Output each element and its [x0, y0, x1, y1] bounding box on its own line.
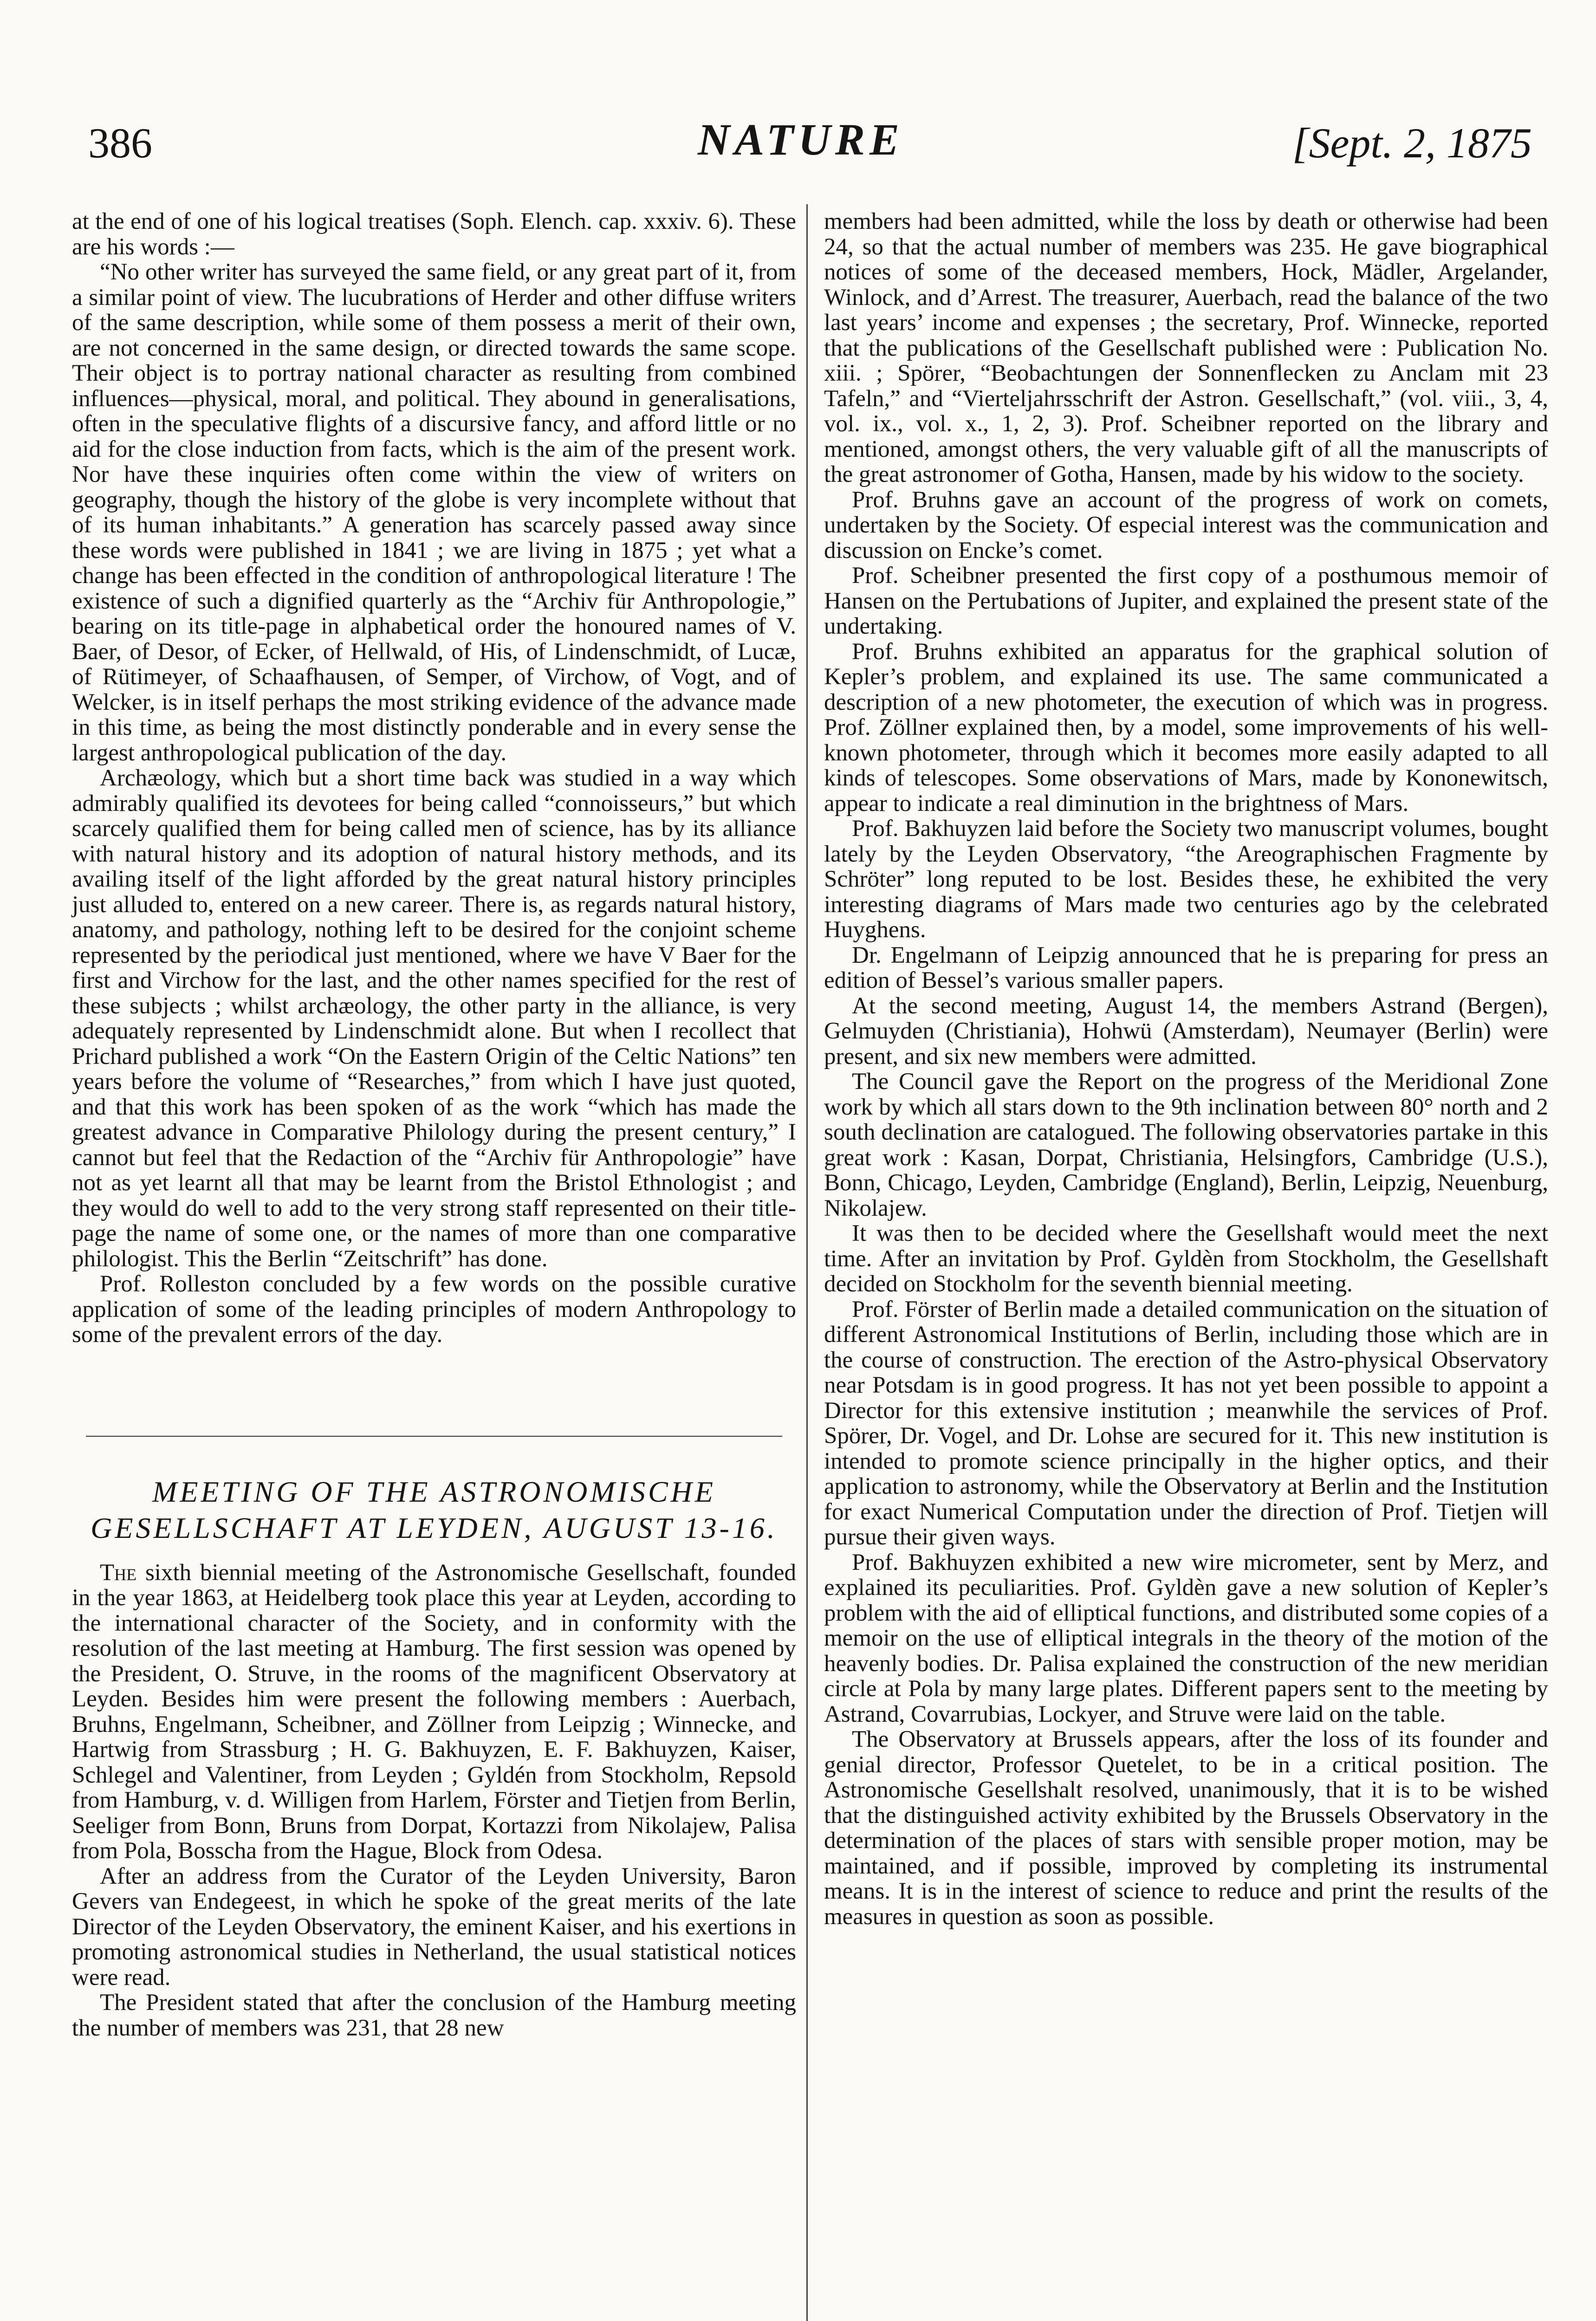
paragraph-bruhns-comets: Prof. Bruhns gave an account of the progress of work on comets, undertaken by the Society. Of especial interest was the communication and discussion on Encke’s comet.: [824, 486, 1548, 564]
section-divider: [86, 1436, 782, 1437]
page-header: [70, 104, 1532, 193]
paragraph-meeting: [72, 1560, 796, 1864]
paragraph-president: The President stated that after the conclusion of the Hamburg meeting the number of members was 231, that 28 new: [72, 1990, 796, 2041]
paragraph-forster: Prof. Förster of Berlin made a detailed communication on the situation of different Astronomical Institutions of Berlin, including those which are in the course of construction. The erection of the Astro-physical Observatory near Potsdam is in good progress. It has not yet been possible to appoint a Director for this extensive institution ; meanwhile the services of Prof. Spörer, Dr. Vogel, and Dr. Lohse are secured for it. This new institution is intended to promote science principally in the higher optics, and their application to astronomy, while the Observatory at Berlin and the Institution for exact Numerical Computation under the direction of Prof. Tietjen will pursue their given ways.: [824, 1296, 1548, 1550]
dropcap-lead: The: [100, 1559, 137, 1586]
paragraph-archaeology: Archæology, which but a short time back was studied in a way which admirably qualified its devotees for being called “connoisseurs,” but which scarcely qualified them for being called men of science, has by its alliance with natural history and its adoption of natural history methods, and its availing itself of the light afforded by the great natural history principles just alluded to, entered on a new career. There is, as regards natural history, anatomy, and pathology, nothing left to be desired for the conjoint scheme represented by the periodical just mentioned, where we have V Baer for the first and Virchow for the last, and the other names specified for the rest of these subjects ; whilst archæology, the other party in the alliance, is very adequately represented by Lindenschmidt alone. But when I recollect that Prichard published a work “On the Eastern Origin of the Celtic Nations” ten years before the volume of “Researches,” from which I have just quoted, and that this work has been spoken of as the work “which has made the greatest advance in Comparative Philology during the present century,” I cannot but feel that the Redaction of the “Archiv für Anthropologie” have not as yet learnt all that may be learnt from the Bristol Ethnologist ; and they would do well to add to the very strong staff represented on their title-page the name of some one, or the names of more than one comparative philologist. This the Berlin “Zeitschrift” has done.: [72, 765, 796, 1272]
issue-date: [Sept. 2, 1875: [1292, 119, 1532, 167]
page-number: 386: [88, 119, 152, 167]
paragraph-scheibner: Prof. Scheibner presented the first copy of a posthumous memoir of Hansen on the Pertubations of Jupiter, and explained the present state of the undertaking.: [824, 563, 1548, 639]
paragraph-micrometer: Prof. Bakhuyzen exhibited a new wire micrometer, sent by Merz, and explained its peculiarities. Prof. Gyldèn gave a new solution of Kepler’s problem with the aid of elliptical functions, and distributed some copies of a memoir on the use of elliptical integrals in the theory of the motion of the heavenly bodies. Dr. Palisa explained the construction of the new meridian circle at Pola by many large plates. Different papers sent to the meeting by Astrand, Covarrubias, Lockyer, and Struve were laid on the table.: [824, 1549, 1548, 1727]
paragraph-bruhns-apparatus: Prof. Bruhns exhibited an apparatus for the graphical solution of Kepler’s problem, and explained its use. The same communicated a description of a new photometer, the execution of which was in progress. Prof. Zöllner explained then, by a model, some improvements of his well-known photometer, through which it becomes more easily adapted to all kinds of telescopes. Some observations of Mars, made by Kononewitsch, appear to indicate a real diminution in the brightness of Mars.: [824, 638, 1548, 817]
paragraph-engelmann: Dr. Engelmann of Leipzig announced that he is preparing for press an edition of Bessel’s various smaller papers.: [824, 942, 1548, 993]
paragraph-council: The Council gave the Report on the progress of the Meridional Zone work by which all stars down to the 9th inclination between 80° north and 2 south declination are catalogued. The following observatories partake in this great work : Kasan, Dorpat, Christiania, Helsingfors, Cambridge (U.S.), Bonn, Chicago, Leyden, Cambridge (England), Berlin, Leipzig, Neuenburg, Nikolajew.: [824, 1069, 1548, 1221]
section-title: MEETING OF THE ASTRONOMISCHE GESELLSCHAFT AT LEYDEN, AUGUST 13-16.: [91, 1475, 778, 1544]
paragraph-members: members had been admitted, while the loss by death or otherwise had been 24, so that the actual number of members was 235. He gave biographical notices of some of the deceased members, Hock, Mädler, Argelander, Winlock, and d’Arrest. The treasurer, Auerbach, read the balance of the two last years’ income and expenses ; the secretary, Prof. Winnecke, reported that the publications of the Gesellschaft published were : Publication No. xiii. ; Spörer, “Beobachtungen der Sonnenflecken zu Anclam mit 23 Tafeln,” and “Vierteljahrsschrift der Astron. Gesellschaft,” (vol. viii., 3, 4, vol. ix., vol. x., 1, 2, 3). Prof. Scheibner reported on the library and mentioned, amongst others, the very valuable gift of all the manuscripts of the great astronomer of Gotha, Hansen, made by his widow to the society.: [824, 208, 1548, 487]
paragraph-decided: It was then to be decided where the Gesellshaft would meet the next time. After an invitation by Prof. Gyldèn from Stockholm, the Gesellshaft decided on Stockholm for the seventh biennial meeting.: [824, 1220, 1548, 1297]
journal-masthead: NATURE: [697, 115, 904, 164]
paragraph-quote: “No other writer has surveyed the same field, or any great part of it, from a similar point of view. The lucubrations of Herder and other diffuse writers of the same description, while some of them possess a merit of their own, are not concerned in the same design, or directed towards the same scope. Their object is to portray national character as resulting from combined influences—physical, moral, and political. They abound in generalisations, often in the speculative flights of a discursive fancy, and afford little or no aid for the close induction from facts, which is the aim of the present work. Nor have these inquiries often come within the view of writers on geography, though the history of the globe is very incomplete without that of its human inhabitants.” A generation has scarcely passed away since these words were published in 1841 ; we are living in 1875 ; yet what a change has been effected in the condition of anthropological literature ! The existence of such a dignified quarterly as the “Archiv für Anthropologie,” bearing on its title-page in alphabetical order the honoured names of V. Baer, of Desor, of Ecker, of Hellwald, of His, of Lindenschmidt, of Lucæ, of Rütimeyer, of Schaafhausen, of Semper, of Virchow, of Vogt, and of Welcker, is in itself perhaps the most striking evidence of the advance made in this time, as being the most distinctly ponderable and in every sense the largest anthropological publication of the day.: [72, 259, 796, 766]
paragraph-bakhuyzen: Prof. Bakhuyzen laid before the Society two manuscript volumes, bought lately by the Leyden Observatory, “the Areographischen Fragmente by Schröter” long reputed to be lost. Besides these, he exhibited the very interesting diagrams of Mars made two centuries ago by the celebrated Huyghens.: [824, 816, 1548, 943]
paragraph-rolleston: Prof. Rolleston concluded by a few words on the possible curative application of some of the leading principles of modern Anthropology to some of the prevalent errors of the day.: [72, 1271, 796, 1348]
column-divider: [806, 204, 808, 2321]
paragraph-brussels: The Observatory at Brussels appears, after the loss of its founder and genial director, Professor Quetelet, to be in a critical position. The Astronomische Gesellshalt resolved, unanimously, that it is to be wished that the distinguished activity exhibited by the Brussels Observatory in the determination of the places of stars with sensible proper motion, may be maintained, and if possible, improved by completing its instrumental means. It is in the interest of science to reduce and print the results of the measures in question as soon as possible.: [824, 1726, 1548, 1930]
paragraph-intro: at the end of one of his logical treatises (Soph. Elench. cap. xxxiv. 6). These are his words :—: [72, 208, 796, 260]
right-column: [824, 209, 1548, 1929]
paragraph-meeting-text: sixth biennial meeting of the Astronomische Gesellschaft, founded in the year 1863, at Heidelberg took place this year at Leyden, according to the international character of the Society, and in conformity with the resolution of the last meeting at Hamburg. The first session was opened by the President, O. Struve, in the rooms of the magnificent Observatory at Leyden. Besides him were present the following members : Auerbach, Bruhns, Engelmann, Scheibner, and Zöllner from Leipzig ; Winnecke, and Hartwig from Strassburg ; H. G. Bakhuyzen, E. F. Bakhuyzen, Kaiser, Schlegel and Valentiner, from Leyden ; Gyldén from Stockholm, Repsold from Hamburg, v. d. Willigen from Harlem, Förster and Tietjen from Berlin, Seeliger from Bonn, Bruns from Dorpat, Kortazzi from Nikolajew, Palisa from Pola, Bosscha from the Hague, Block from Odesa.: [72, 1559, 796, 1864]
paragraph-address: After an address from the Curator of the Leyden University, Baron Gevers van Endegeest, in which he spoke of the great merits of the late Director of the Leyden Observatory, the eminent Kaiser, and his exertions in promoting astronomical studies in Netherland, the usual statistical notices were read.: [72, 1863, 796, 1990]
left-column: [72, 209, 796, 2041]
paragraph-second-meeting: At the second meeting, August 14, the members Astrand (Bergen), Gelmuyden (Christiania), Hohwü (Amsterdam), Neumayer (Berlin) were present, and six new members were admitted.: [824, 992, 1548, 1070]
